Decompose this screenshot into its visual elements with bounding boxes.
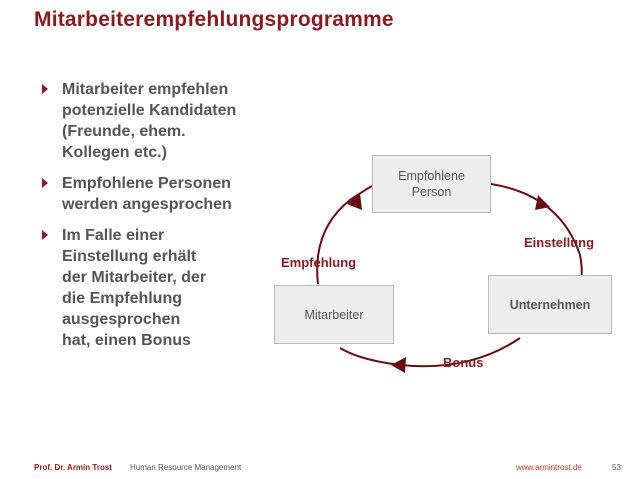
arc-person-to-company <box>491 184 582 280</box>
bullet-text: Empfohlene Personen werden angesprochen <box>62 175 232 213</box>
edge-label-bonus: Bonus <box>443 355 484 370</box>
slide-title: Mitarbeiterempfehlungsprogramme <box>34 8 394 31</box>
bullet-text: Mitarbeiter empfehlen potenzielle Kandidaten (Freunde, ehem. Kollegen etc.) <box>62 81 237 161</box>
footer-website-link[interactable]: www.armintrost.de <box>516 463 582 472</box>
footer-page-number: 53 <box>612 463 621 472</box>
node-referred-person <box>372 155 491 213</box>
arrowhead-icon <box>391 357 406 373</box>
node-label: Mitarbeiter <box>304 307 364 322</box>
node-employee <box>274 285 394 344</box>
edge-label-referral: Empfehlung <box>281 255 357 270</box>
node-label: Unternehmen <box>509 297 591 312</box>
footer-author: Prof. Dr. Armin Trost <box>34 463 112 472</box>
node-label: Empfohlene Person <box>398 169 465 199</box>
edge-label-hiring: Einstellung <box>524 235 595 250</box>
bullet-text: Im Falle einer Einstellung erhält der Mitarbeiter, der die Empfehlung ausgesprochen hat, einen Bonus <box>62 227 207 349</box>
node-company <box>488 275 612 334</box>
footer-course: Human Resource Management <box>130 463 242 472</box>
